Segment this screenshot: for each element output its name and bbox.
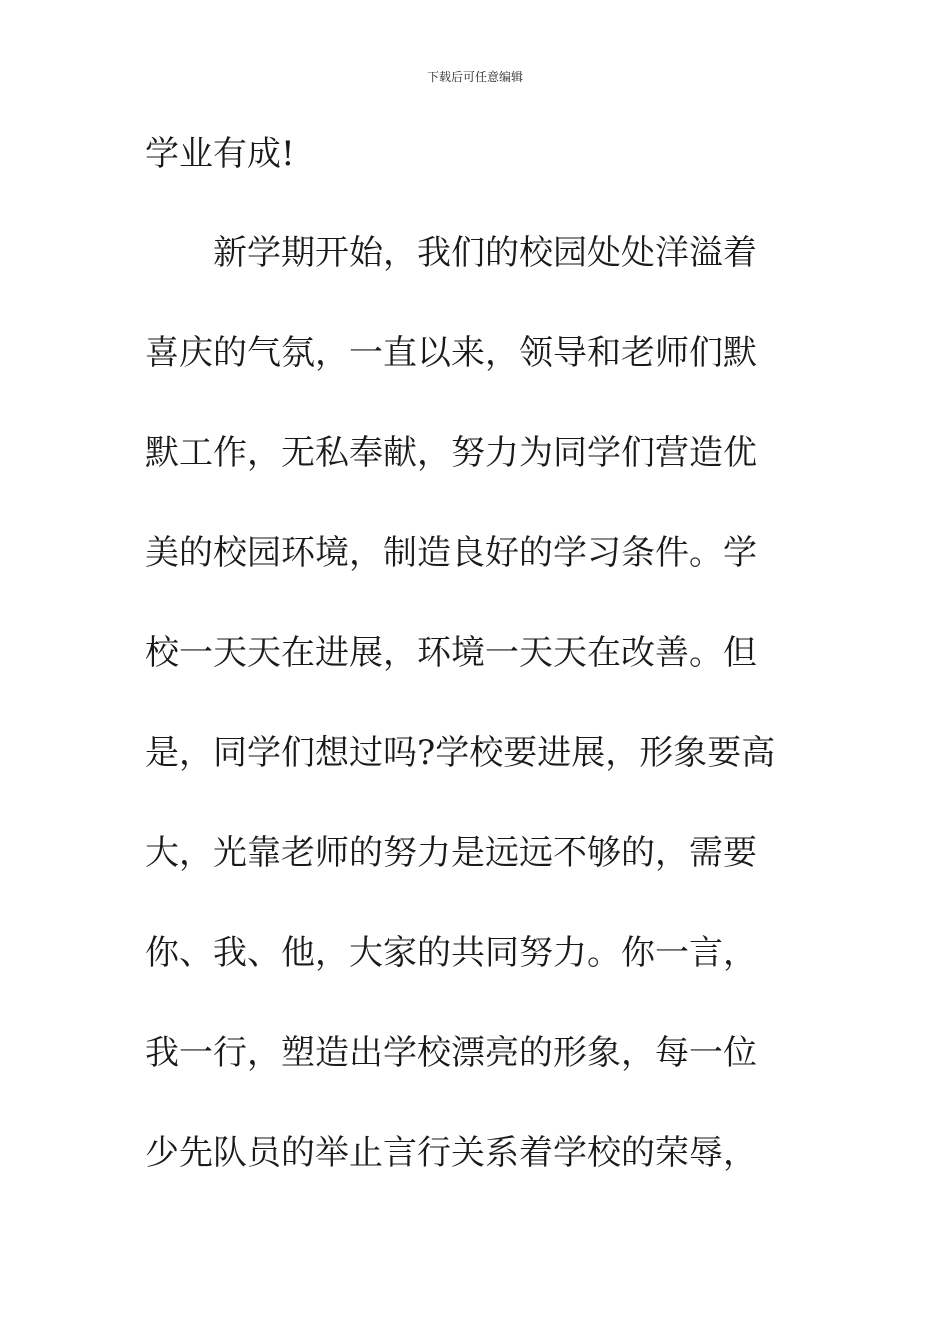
text-line: 我一行，塑造出学校漂亮的形象，每一位 <box>145 1033 757 1073</box>
text-line: 大，光靠老师的努力是远远不够的，需要 <box>145 833 757 873</box>
text-line: 默工作，无私奉献，努力为同学们营造优 <box>145 433 757 473</box>
text-line: 你、我、他，大家的共同努力。你一言， <box>145 933 757 973</box>
page-header: 下载后可任意编辑 <box>426 70 523 84</box>
text-line: 喜庆的气氛，一直以来，领导和老师们默 <box>145 333 757 373</box>
text-line: 新学期开始，我们的校园处处洋溢着 <box>145 233 757 273</box>
text-line: 学业有成! <box>145 134 295 174</box>
text-line: 是，同学们想过吗?学校要进展，形象要高 <box>145 733 776 773</box>
text-line: 校一天天在进展，环境一天天在改善。但 <box>145 633 757 673</box>
text-line: 美的校园环境，制造良好的学习条件。学 <box>145 533 757 573</box>
text-line: 少先队员的举止言行关系着学校的荣辱， <box>145 1133 757 1173</box>
